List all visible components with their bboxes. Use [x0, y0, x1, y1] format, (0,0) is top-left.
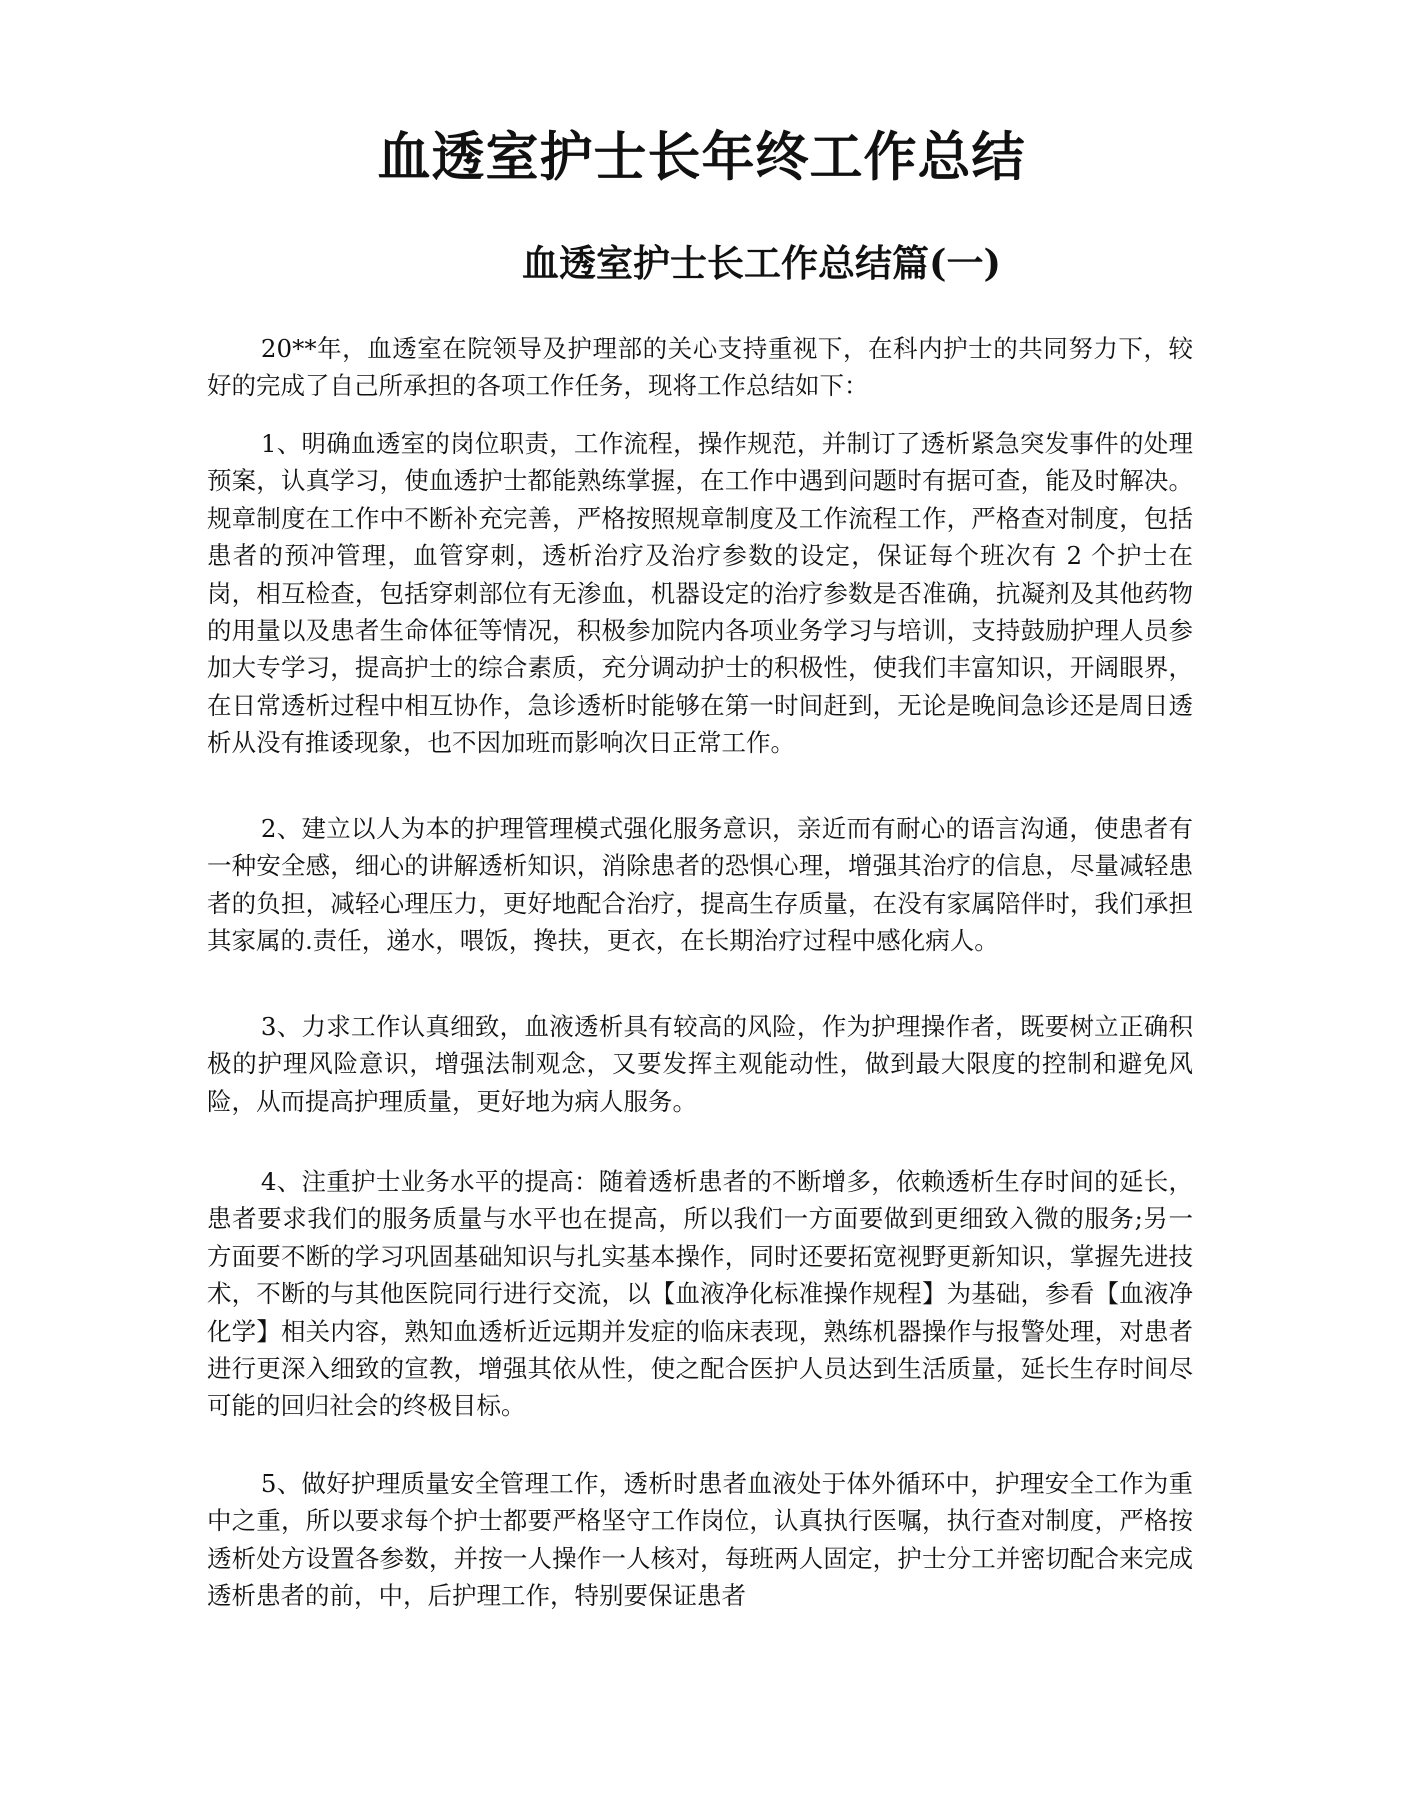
paragraph-1: 1、明确血透室的岗位职责，工作流程，操作规范，并制订了透析紧急突发事件的处理预案，认真学习，使血透护士都能熟练掌握，在工作中遇到问题时有据可查，能及时解决。规章制度在工作中不断补充完善，严格按照规章制度及工作流程工作，严格查对制度，包括患者的预冲管理，血管穿刺，透析治疗及治疗参数的设定，保证每个班次有 2 个护士在岗，相互检查，包括穿刺部位有无渗血，机器设定的治疗参数是否准确，抗凝剂及其他药物的用量以及患者生命体征等情况，积极参加院内各项业务学习与培训，支持鼓励护理人员参加大专学习，提高护士的综合素质，充分调动护士的积极性，使我们丰富知识，开阔眼界，在日常透析过程中相互协作，急诊透析时能够在第一时间赶到，无论是晚间急诊还是周日透析从没有推诿现象，也不因加班而影响次日正常工作。 [207, 429, 1193, 758]
paragraph-4: 4、注重护士业务水平的提高：随着透析患者的不断增多，依赖透析生存时间的延长，患者要求我们的服务质量与水平也在提高，所以我们一方面要做到更细致入微的服务;另一方面要不断的学习巩固基础知识与扎实基本操作，同时还要拓宽视野更新知识，掌握先进技术，不断的与其他医院同行进行交流，以【血液净化标准操作规程】为基础，参看【血液净化学】相关内容，熟知血透析近远期并发症的临床表现，熟练机器操作与报警处理，对患者进行更深入细致的宣教，增强其依从性，使之配合医护人员达到生活质量，延长生存时间尽可能的回归社会的终极目标。 [207, 1167, 1193, 1421]
paragraph-2: 2、建立以人为本的护理管理模式强化服务意识，亲近而有耐心的语言沟通，使患者有一种安全感，细心的讲解透析知识，消除患者的恐惧心理，增强其治疗的信息，尽量减轻患者的负担，减轻心理压力，更好地配合治疗，提高生存质量，在没有家属陪伴时，我们承担其家属的.责任，递水，喂饭，搀扶，更衣，在长期治疗过程中感化病人。 [207, 814, 1193, 956]
document-title: 血透室护士长年终工作总结 [377, 126, 1026, 188]
paragraph-3: 3、力求工作认真细致，血液透析具有较高的风险，作为护理操作者，既要树立正确积极的护理风险意识，增强法制观念，又要发挥主观能动性，做到最大限度的控制和避免风险，从而提高护理质量，更好地为病人服务。 [207, 1012, 1193, 1116]
paragraph-5: 5、做好护理质量安全管理工作，透析时患者血液处于体外循环中，护理安全工作为重中之重，所以要求每个护士都要严格坚守工作岗位，认真执行医嘱，执行查对制度，严格按透析处方设置各参数，并按一人操作一人核对，每班两人固定，护士分工并密切配合来完成透析患者的前，中，后护理工作，特别要保证患者 [207, 1469, 1193, 1611]
paragraph-intro: 20**年，血透室在院领导及护理部的关心支持重视下，在科内护士的共同努力下，较好的完成了自己所承担的各项工作任务，现将工作总结如下： [207, 334, 1193, 401]
paragraph-block-3 [207, 1008, 1193, 1120]
paragraph-block-1 [207, 425, 1193, 762]
paragraph-block-2 [207, 810, 1193, 960]
paragraph-block-4 [207, 1163, 1193, 1425]
document-subtitle: 血透室护士长工作总结篇(一) [521, 241, 1001, 285]
paragraph-block-5 [207, 1465, 1193, 1615]
intro-paragraph-block [207, 330, 1193, 405]
